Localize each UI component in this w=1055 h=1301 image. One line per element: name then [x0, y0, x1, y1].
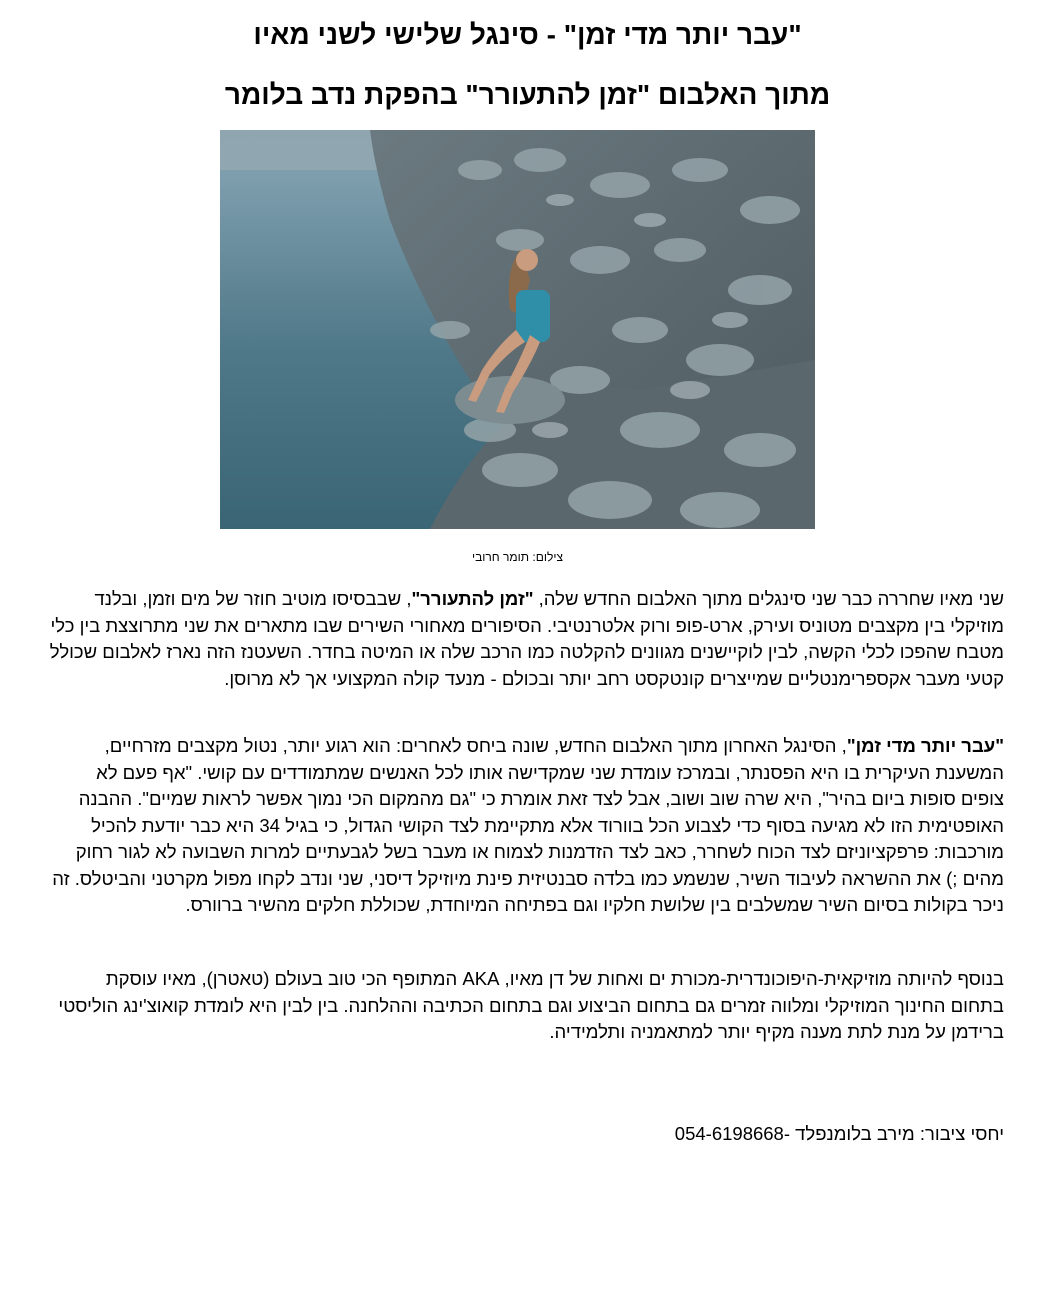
artist-photo — [220, 130, 815, 529]
page-subtitle: מתוך האלבום "זמן להתעורר" בהפקת נדב בלומר — [224, 79, 831, 110]
photo-credit: צילום: תומר חרובי — [471, 550, 564, 564]
pr-contact: יחסי ציבור: מירב בלומנפלד -054-6198668 — [674, 1123, 1004, 1144]
paragraph-bio: בנוסף להיותה מוזיקאית-היפוכונדרית-מכורת ים ואחות של דן מאיו, AKA המתופף הכי טוב בעולם (טאטרן), מאיו עוסקת בתחום החינוך המוזיקלי ומלווה זמרים גם בתחום הביצוע וגם בתחום הכתיבה וההלחנה. בין לבין היא לומדת קואוצ'ינג הוליסטי ברידמן על מנת לתת מענה מקיף יותר למתאמניה ותלמידיה. — [58, 968, 1004, 1042]
album-name: "זמן להתעורר" — [411, 588, 534, 609]
intro-text-end: , שבבסיסו מוטיב חוזר של מים וזמן, ובלנד מוזיקלי בין מקצבים מטוניס ועירק, ארט-פופ ורוק אלטרנטיבי. הסיפורים מאחורי השירים שבו מתארים את שני מתרוצצת בין כלי מטבח שהפכו לכלי הקשה, לבין לוקיישנים מגוונים להקלטה כמו הרכב שלה או המיטה בחדר. השעטנז הזה נארז לאלבום שכולל קטעי מעבר אקספרימנטליים שמייצרים קונטקסט רחב יותר ובכולם - מנעד קולה המקצועי אך לא מרוסן. — [49, 588, 1004, 689]
intro-text-start: שני מאיו שחררה כבר שני סינגלים מתוך האלבום החדש שלה, — [533, 588, 1004, 609]
single-name: "עבר יותר מדי זמן" — [846, 735, 1004, 756]
page-title: "עבר יותר מדי זמן" - סינגל שלישי לשני מאיו — [253, 19, 802, 50]
paragraph-intro — [48, 586, 1004, 692]
single-text: , הסינגל האחרון מתוך האלבום החדש, שונה ביחס לאחרים: הוא רגוע יותר, נטול מקצבים מזרחיים, המשענת העיקרית בו היא הפסנתר, ובמרכז עומדת שני שמקדישה אותו לכל האנשים שמתמודדים עם קושי. "אף פעם לא צופים סופות ביום בהיר", היא שרה שוב ושוב, אבל לצד זאת אומרת כי "גם מהמקום הכי נמוך אפשר לראות שמיים". ההבנה האופטימית הזו לא מגיעה בסוף כדי לצבוע הכל בוורוד אלא מתקיימת לצד הקושי הגדול, כי בגיל 34 היא כבר יודעת להכיל מורכבות: פרפקציוניזם לצד הכוח לשחרר, כאב לצד הזדמנות לצמוח או מעבר בשל לגבעתיים למרות השבועה לא לגור רחוק מהים ;) את ההשראה לעיבוד השיר, שנשמע כמו בלדה סבנטיזית פינת מיוזיקל דיסני, שני ונדב לקחו מפול מקרטני והביטלס. זה ניכר בקולות בסיום השיר שמשלבים בין שלושת חלקיו וגם בפתיחה המיוחדת, שכוללת חלקים מהשיר ברוורס. — [52, 735, 1004, 915]
paragraph-single — [48, 733, 1004, 919]
